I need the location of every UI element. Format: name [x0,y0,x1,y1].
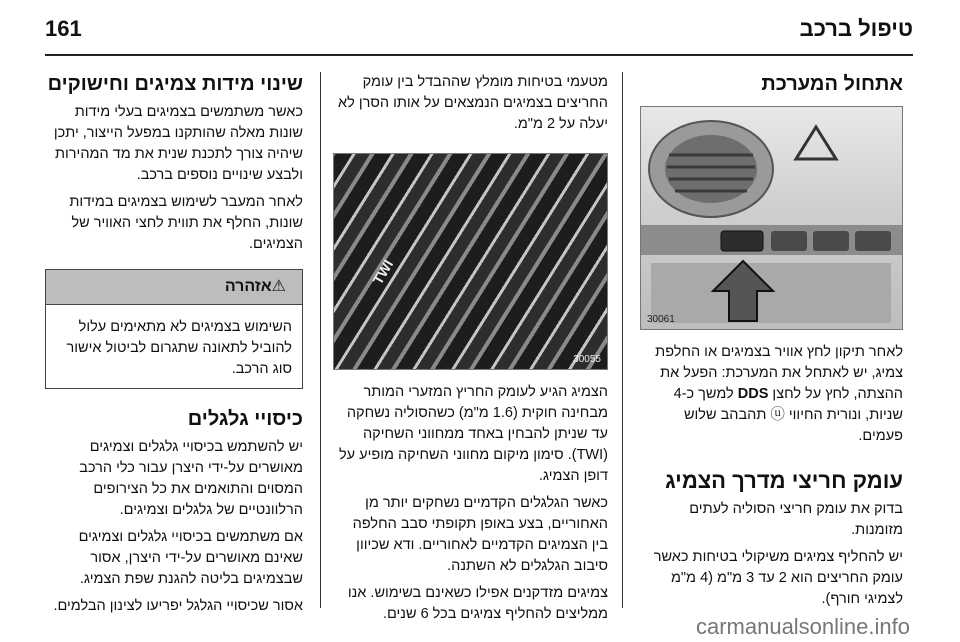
watermark: carmanualsonline.info [695,614,910,639]
tire-aging: צמיגים מזדקנים אפילו כשאינם בשימוש. אנו ממליצים להחליף צמיגים בכל 6 שנים. [347,585,608,622]
warning-body [46,305,302,388]
size-change-speedometer: כאשר משתמשים בצמיגים בעלי מידות שונות מאלה שהותקנו במפעל הייצור, יתכן שיהיה צורך לתכנת שנית את מד המהירות ולבצע שינויים נוספים ברכב. [53,104,303,183]
size-change-label: לאחר המעבר לשימוש בצמיגים במידות שונות, החלף את תווית לחצי האוויר של הצמיגים. [69,194,303,252]
warning-box [45,269,303,389]
warning-title: אזהרה [224,278,272,295]
warning-text: השימוש בצמיגים לא מתאימים עלול להוביל לתאונה שתגרום לביטול אישור סוג הרכב. [66,319,292,377]
page-title: טיפול ברכב [799,16,913,41]
section-heading-tread-depth: עומק חריצי מדרך הצמיג [665,468,903,493]
section-heading-snow-chains: כיסויי גלגלים [187,408,303,430]
tire-tread-illustration [333,153,608,370]
minimum-tread-depth: הצמיג הגיע לעומק החריץ המזערי המותר מבחינה חוקית (1.6 מ"מ) כשהסוליה נשחקה עד שניתן להבחין באחד ממחווני השחיקה (TWI). סימון מיקום מחווני השחיקה מופיע על דופן הצמיג. [339,384,608,484]
twi-marking: TWI [369,256,397,288]
covers-brake-cooling: אסור שכיסויי הגלגל יפריעו לצינון הבלמים. [53,598,303,614]
covers-approved: יש להשתמש בכיסויי גלגלים וצמיגים מאושרים על-ידי היצרן עבור כלי הרכב המסוים והתואמים את כל הצירופים הרלוונטיים של גלגלים וצמיגים. [79,439,303,518]
reset-instructions-text: לאחר תיקון לחץ אוויר בצמיגים או החלפת צמיג, יש לאתחל את המערכת: הפעל את ההצתה, לחץ על לחצן [655,344,903,402]
section-heading-system-reset: אתחול המערכת [761,73,903,95]
tread-depth-check: בדוק את עומק חריצי הסוליה לעתים מזומנות. [689,501,903,538]
tire-rotation: כאשר הגלגלים הקדמיים נשחקים יותר מן האחוריים, בצע באופן תקופתי סבב החלפה בין הצמיגים הקדמיים לאחוריים. ודא שכיוון סיבוב הגלגלים לא השתנה. [352,495,608,574]
dashboard-console-illustration [640,106,903,330]
warning-header [46,270,302,305]
reset-instructions [640,342,903,447]
page-header [45,14,913,56]
dds-button-label: DDS [737,386,769,402]
reset-instructions-text-end: למשך כ-4 שניות, ונורית החיווי ⓤ תהבהב שלוש פעמים. [673,386,903,444]
covers-unapproved: אם משתמשים בכיסויי גלגלים וצמיגים שאינם מאושרים על-ידי היצרן, אסור שבצמיגים בליטה להגנת שפת הצמיג. [78,529,303,587]
middle-column [335,72,608,631]
left-column [45,72,303,623]
tread-depth-replace: יש להחליף צמיגים משיקולי בטיחות כאשר עומק החריצים הוא 2 עד 3 מ"מ (4 מ"מ לצמיגי חורף). [653,549,903,607]
axle-tread-difference: מטעמי בטיחות מומלץ שההבדל בין עומק החריצים בצמיגים הנמצאים על אותו הסרן לא יעלה על 2 מ"מ. [338,74,608,132]
page-number: 161 [45,16,82,41]
right-column [640,72,903,616]
warning-icon: ⚠ [271,278,286,295]
section-heading-size-change: שינוי מידות צמיגים וחישוקים [47,73,303,95]
column-divider-left [320,72,321,608]
figure-code: 30055 [573,354,601,365]
column-divider-right [622,72,623,608]
console-drawing [641,107,902,329]
figure-code: 30061 [647,314,675,325]
